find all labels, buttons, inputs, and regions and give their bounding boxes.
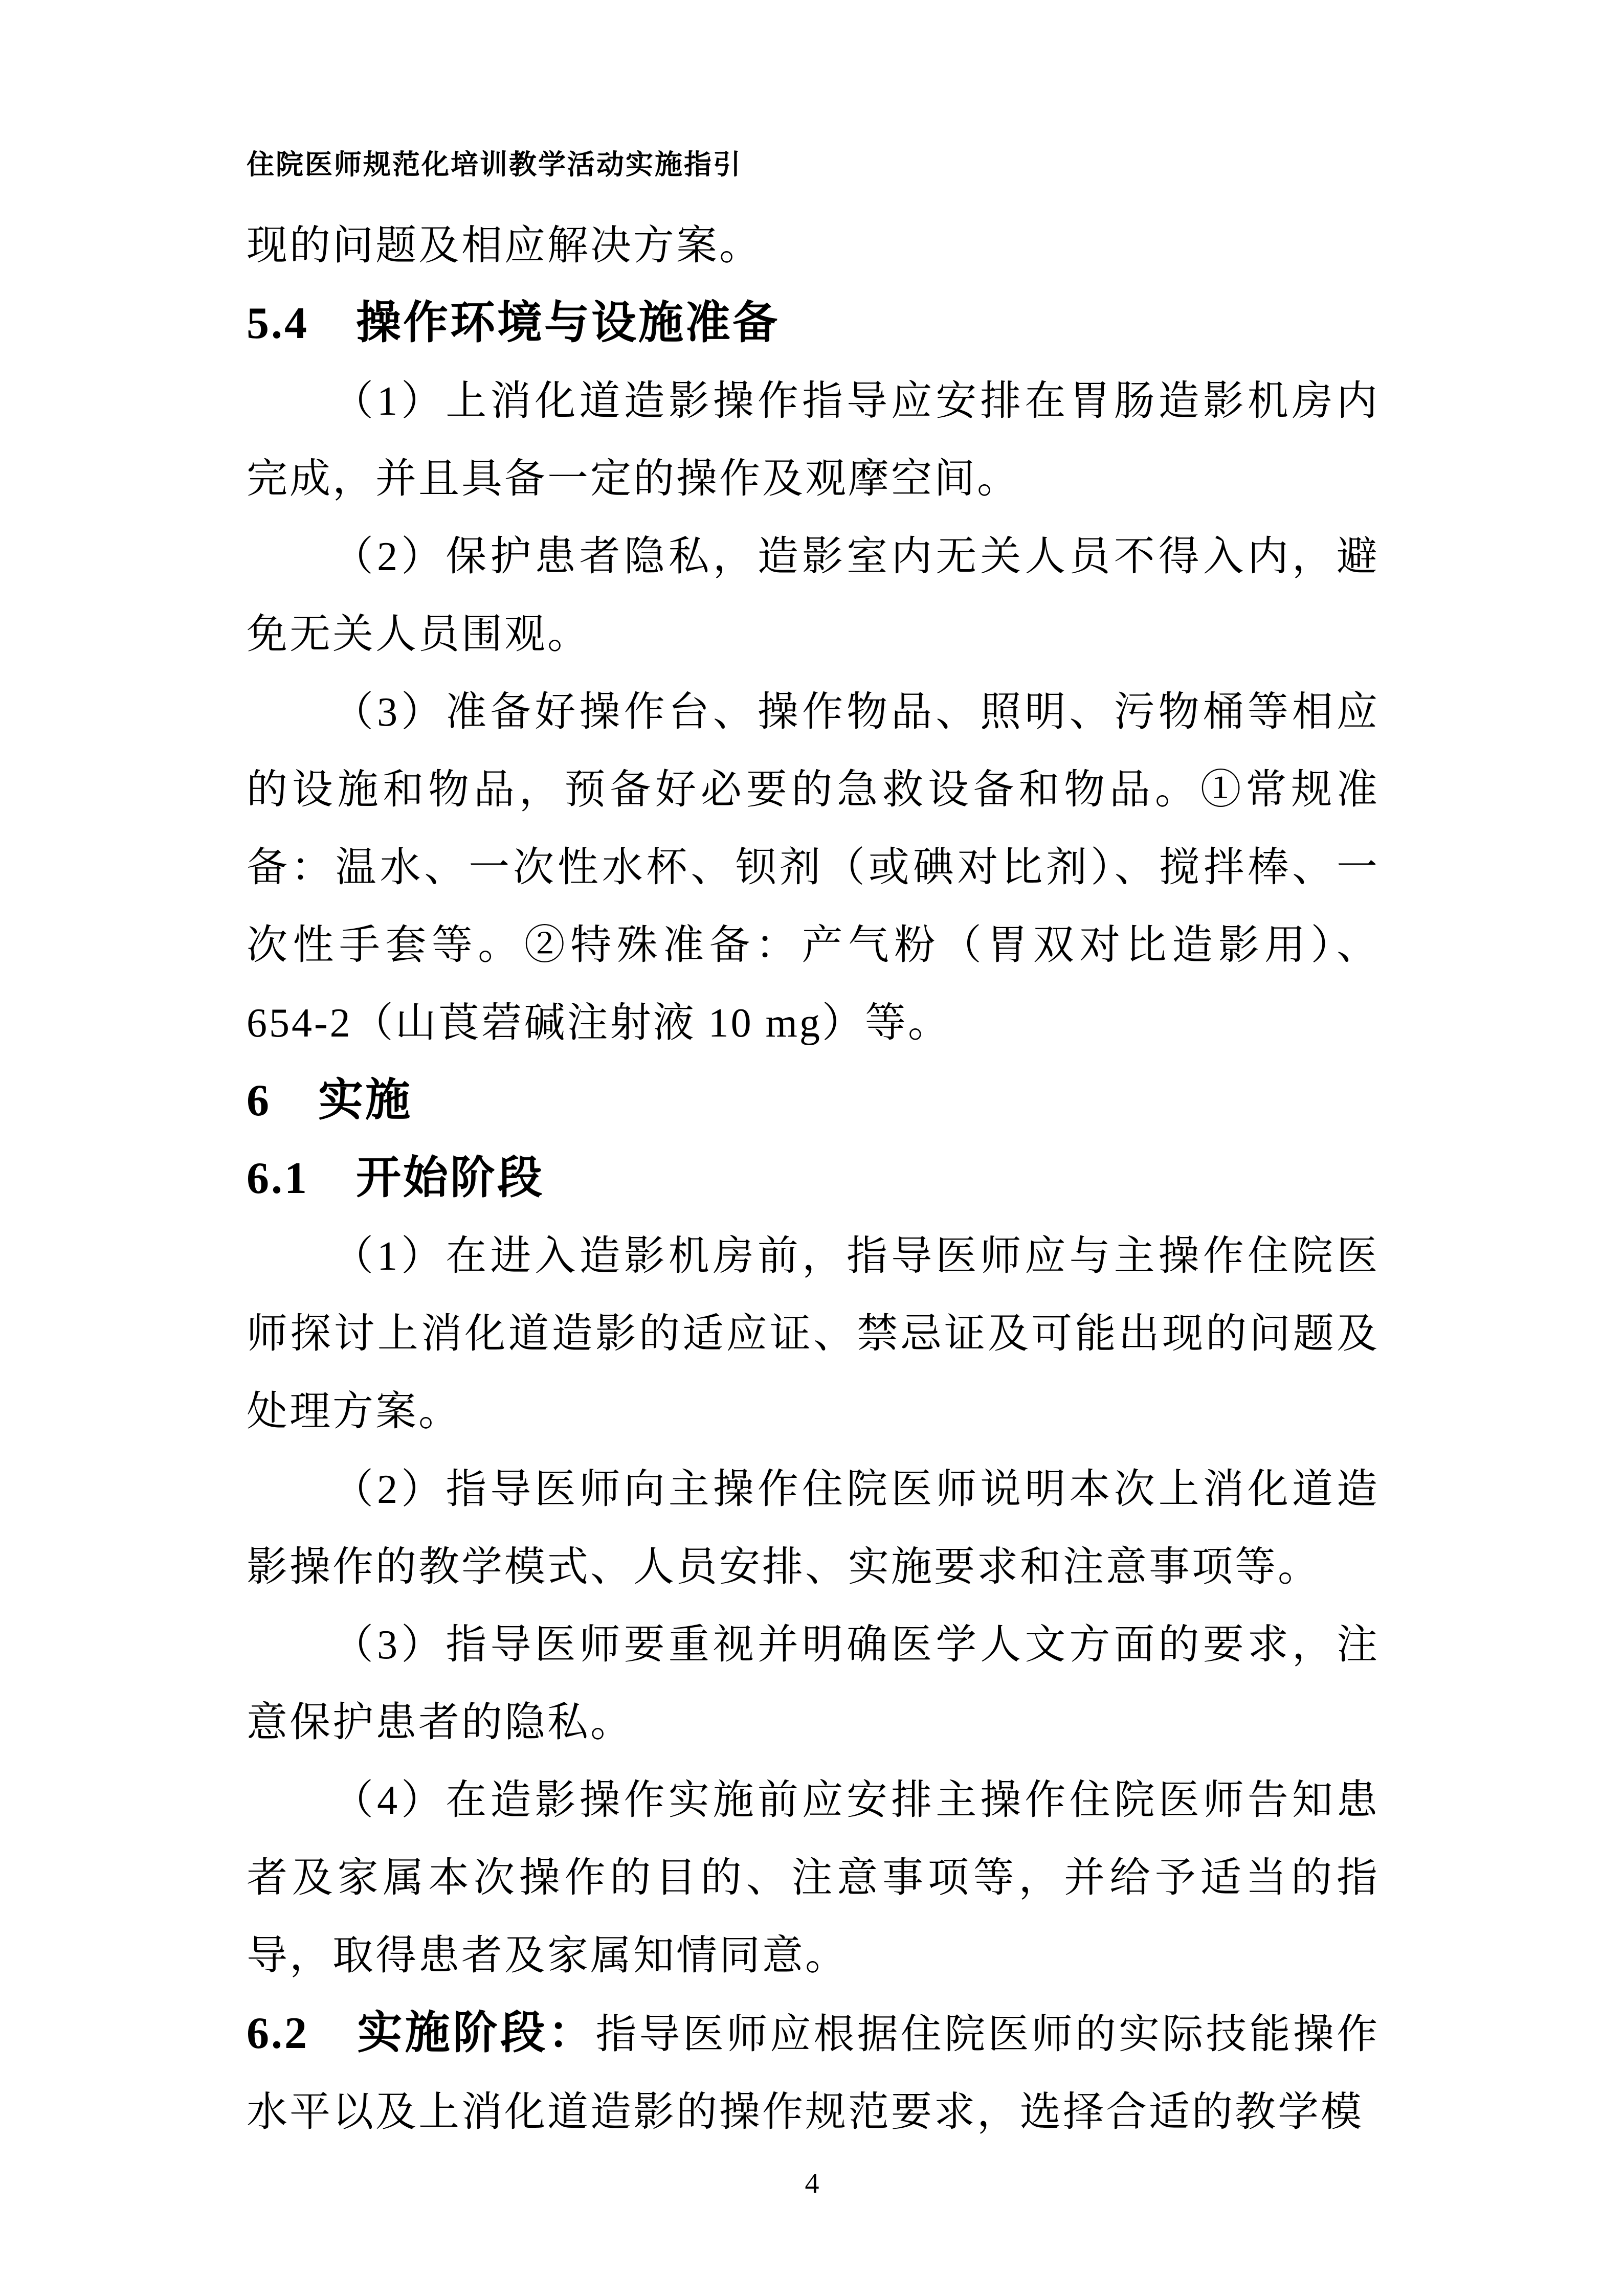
paragraph-start-phase-3: （3）指导医师要重视并明确医学人文方面的要求，注意保护患者的隐私。: [247, 1623, 1380, 1745]
section-heading-6-1: 6.1 开始阶段: [247, 1154, 545, 1203]
page-number: 4: [805, 2168, 819, 2199]
paragraph-implementation-phase: [247, 1995, 1380, 2151]
paragraph-start-phase-2: （2）指导医师向主操作住院医师说明本次上消化道造影操作的教学模式、人员安排、实施要求和注意事项等。: [247, 1467, 1380, 1590]
paragraph-start-phase-4: （4）在造影操作实施前应安排主操作住院医师告知患者及家属本次操作的目的、注意事项等，并给予适当的指导，取得患者及家属知情同意。: [247, 1778, 1380, 1978]
paragraph-environment-3: （3）准备好操作台、操作物品、照明、污物桶等相应的设施和物品，预备好必要的急救设备和物品。①常规准备：温水、一次性水杯、钡剂（或碘对比剂）、搅拌棒、一次性手套等。②特殊准备：产气粉（胃双对比造影用）、654-2（山莨菪碱注射液 10 mg）等。: [247, 690, 1380, 1046]
paragraph-start-phase-1: （1）在进入造影机房前，指导医师应与主操作住院医师探讨上消化道造影的适应证、禁忌证及可能出现的问题及处理方案。: [247, 1234, 1380, 1434]
paragraph-environment-1: （1）上消化道造影操作指导应安排在胃肠造影机房内完成，并且具备一定的操作及观摩空间。: [247, 379, 1380, 502]
paragraph-implementation-text: 指导医师应根据住院医师的实际技能操作水平以及上消化道造影的操作规范要求，选择合适的教学模: [247, 2012, 1380, 2135]
inline-heading-6-2: 6.2 实施阶段：: [247, 2009, 596, 2058]
document-content: [247, 207, 1380, 2151]
paragraph-environment-2: （2）保护患者隐私，造影室内无关人员不得入内，避免无关人员围观。: [247, 534, 1380, 657]
section-heading-6: 6 实施: [247, 1076, 413, 1126]
page-header: 住院医师规范化培训教学活动实施指引: [247, 149, 742, 180]
section-heading-5-4: 5.4 操作环境与设施准备: [247, 299, 780, 348]
paragraph-continuation: 现的问题及相应解决方案。: [247, 223, 762, 268]
